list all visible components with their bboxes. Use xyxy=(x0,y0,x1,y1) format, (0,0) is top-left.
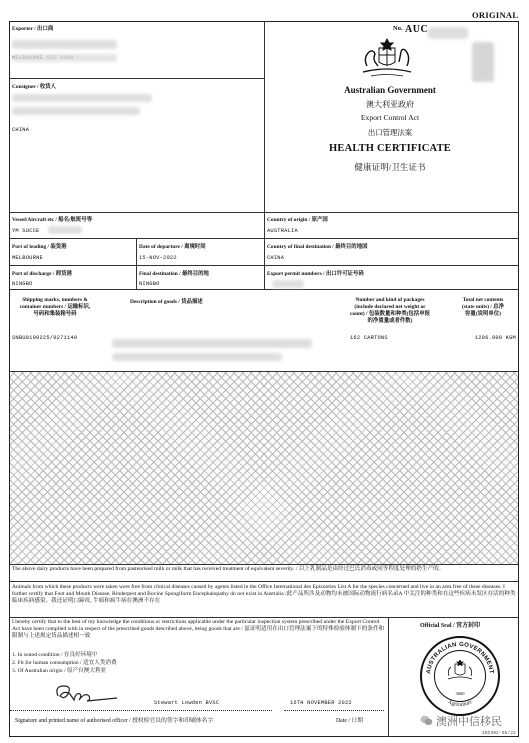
divider xyxy=(9,78,264,79)
divider xyxy=(136,238,137,289)
gov-name-cn: 澳大利亚政府 xyxy=(366,100,414,109)
exporter-label: Exporter / 出口商 xyxy=(12,26,54,32)
net-contents-label: Total net contents (state units) / 总净 容量(说明单位) xyxy=(461,297,505,317)
divider xyxy=(9,617,519,618)
redacted-certificate-number xyxy=(428,27,468,39)
country-final-value: CHINA xyxy=(267,255,285,261)
certificate-no-label: No. xyxy=(393,25,403,32)
divider xyxy=(9,581,519,582)
marks-label: Shipping marks, numbers & container numbers / 运输标识, 号码和集装箱号码 xyxy=(19,297,91,317)
seal-crest-icon xyxy=(446,660,474,682)
void-hatched-area xyxy=(10,371,518,564)
vessel-value: YM SUCCE xyxy=(12,228,40,234)
act-name-cn: 出口管理法案 xyxy=(367,128,413,137)
port-discharge-value: NINGBO xyxy=(12,281,33,287)
coat-of-arms-icon xyxy=(357,36,417,80)
final-destination-value: NINGBO xyxy=(139,281,160,287)
svg-text:Agriculture xyxy=(447,699,474,708)
original-label: ORIGINAL xyxy=(472,10,519,20)
divider xyxy=(9,212,519,213)
redacted-consignee-line xyxy=(12,94,152,102)
date-departure-label: Date of departure / 离境时间 xyxy=(139,244,206,250)
certificate-title-cn: 健康证明/卫生证书 xyxy=(354,162,426,172)
vessel-label: Vessel/Aircraft etc / 船名/航班号等 xyxy=(12,217,93,223)
divider xyxy=(264,21,265,289)
divider xyxy=(9,371,519,372)
redacted-goods-description xyxy=(112,353,282,361)
goods-marks-value: SNBU8190225/0271140 xyxy=(12,335,78,341)
goods-net-value: 1296.000 KGM xyxy=(474,335,516,341)
certification-text: I hereby certify that to the best of my knowledge the conditions or restrictions applicable under the particular inspection system prescribed under the Export Control Act have been complied with in respect of the prescribed goods described above, being goods that are / 兹证明适用在出口管理法案下的特殊检验体制下的条件和限制与上述规定货品描述相一致 xyxy=(12,619,385,640)
consignee-label: Consignee / 收货人 xyxy=(12,84,57,90)
port-loading-label: Port of leading / 装货港 xyxy=(12,244,67,250)
date-label: Date / 日期 xyxy=(336,718,364,724)
signature-image xyxy=(50,680,130,706)
date-departure-value: 15-NOV-2022 xyxy=(139,255,177,261)
divider xyxy=(388,617,389,737)
signature-line xyxy=(10,710,272,711)
divider xyxy=(9,238,519,239)
final-destination-label: Final destination / 最终目的地 xyxy=(139,271,209,277)
redacted-exporter-address xyxy=(12,54,117,62)
certificate-title: HEALTH CERTIFICATE xyxy=(329,143,451,154)
divider xyxy=(9,289,519,290)
certification-item-2: 2. Fit for human consumption / 适宜人类消费 xyxy=(12,660,117,666)
seal-ring-bottom: Agriculture xyxy=(446,699,474,709)
redacted-vessel xyxy=(48,226,82,234)
redacted-consignee-line xyxy=(12,107,140,115)
redacted-goods-description xyxy=(112,339,312,348)
form-code: 2DC302-05/22 xyxy=(482,731,517,736)
consignee-country: CHINA xyxy=(12,127,30,133)
certification-item-3: 3. Of Australian origin / 原产自澳大利亚 xyxy=(12,668,107,674)
port-loading-value: MELBOURNE xyxy=(12,255,43,261)
divider xyxy=(9,265,519,266)
country-origin-label: Country of origin / 原产国 xyxy=(267,217,328,223)
redacted-exporter-name xyxy=(12,40,117,49)
seal-ring-top: AUSTRALIAN GOVERNMENT xyxy=(426,641,494,675)
redacted-qr-code xyxy=(472,42,494,82)
country-final-label: Country of final destination / 最终目的地国 xyxy=(267,244,368,250)
animals-declaration: Animals from which these products were taken were free from clinical diseases caused by agents listed in the Office International des Epizooties List A for the species concerned and live in an area free of these diseases. I further certify that Foot and Mouth Disease, Rinderpest and Bovine Spongiform Encephalopathy do not exist in Australia /此产品所涉及动物均未被国际动物流行病名录A 中关注的种类和在这些疾病未发区存活的种类临床疾病感染。我还证明口蹄疫, 牛瘟和疯牛病在澳洲不存在 xyxy=(12,584,516,605)
watermark-text: 澳洲中信移民 xyxy=(436,716,502,728)
redacted-permit xyxy=(272,280,304,288)
dairy-declaration: The above dairy products have been prepared from pasteurised milk or milk that has received treatment of equivalent severity. / 以上乳制品是由经过巴氏消毒或同等程度处理的奶生产的。 xyxy=(12,566,445,572)
wechat-icon xyxy=(420,715,433,726)
seal-label: Official Seal / 官方封印 xyxy=(420,623,481,629)
date-line xyxy=(284,710,384,711)
divider xyxy=(9,564,519,565)
signature-label: Signature and printed name of authorised officer / 授权检官员的签字和印刷体名字 xyxy=(15,718,214,724)
port-discharge-label: Port of discharge / 卸货港 xyxy=(12,271,72,277)
description-label: Description of goods / 货品描述 xyxy=(130,299,203,305)
seal-number: 3660 xyxy=(455,691,465,696)
gov-name: Australian Government xyxy=(344,85,436,95)
export-permit-label: Export permit numbers / 出口许可证号码 xyxy=(267,271,364,277)
certification-item-1: 1. In sound condition / 在良好环境中 xyxy=(12,652,98,658)
certification-date: 16TH NOVEMBER 2022 xyxy=(290,700,352,706)
packages-label: Number and kind of packages (include declared net weight or count) / 包装数量和种类(包括申报 的净重量或者件数) xyxy=(350,297,430,324)
country-origin-value: AUSTRALIA xyxy=(267,228,298,234)
goods-packages-value: 162 CARTONS xyxy=(350,335,388,341)
officer-name: Stewart Lowden BVSC xyxy=(154,700,220,706)
certificate-no-value: AUC xyxy=(405,24,429,35)
act-name: Export Control Act xyxy=(360,113,420,122)
